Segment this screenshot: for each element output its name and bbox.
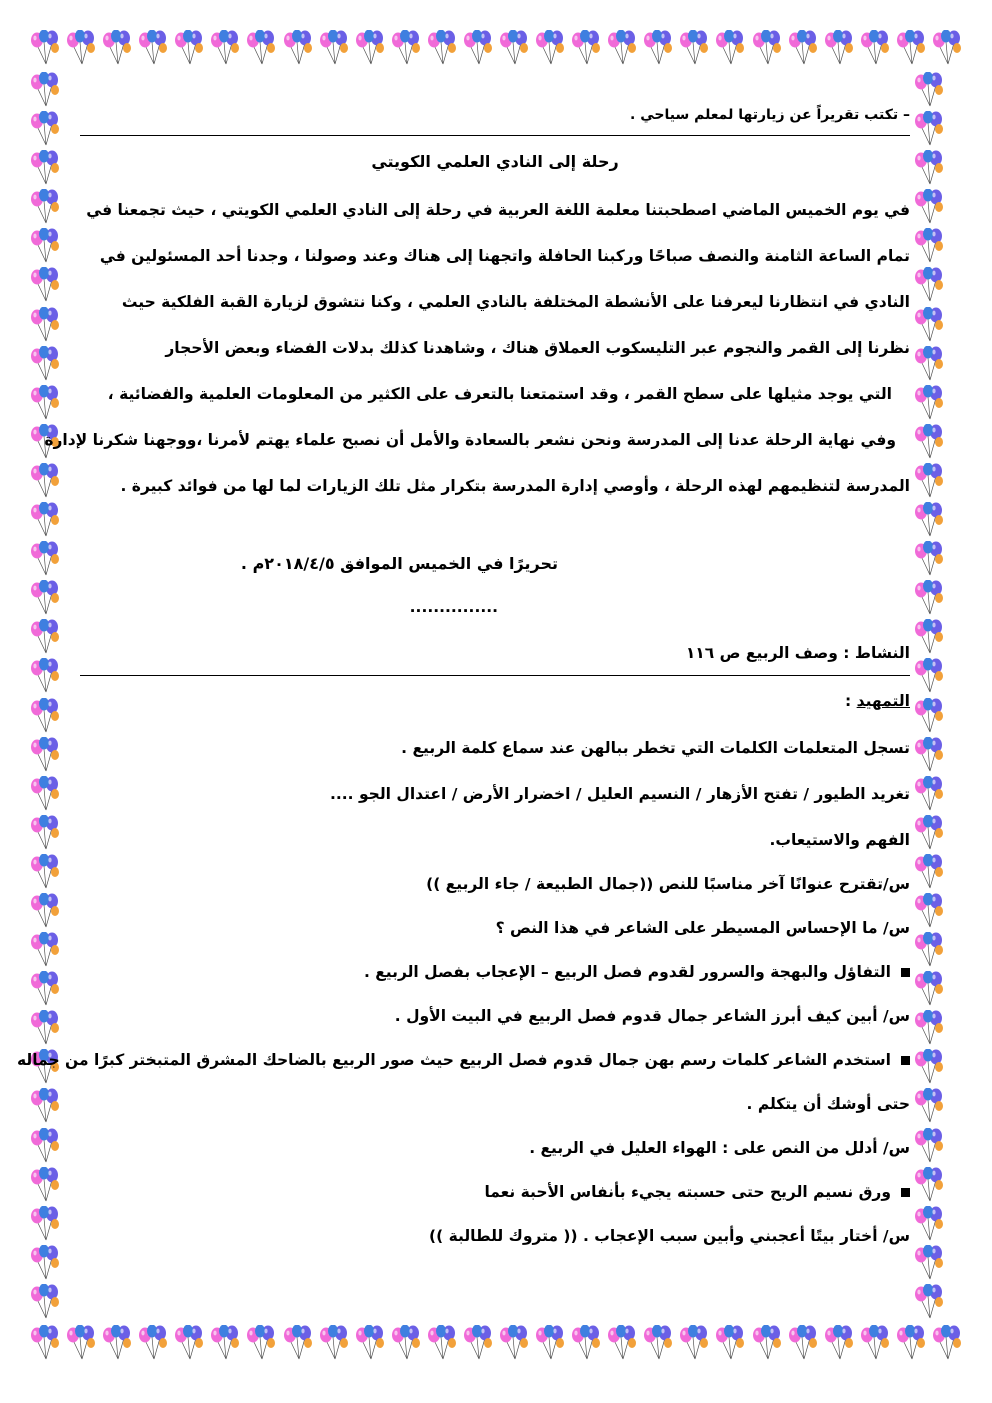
divider xyxy=(80,675,910,676)
balloon-icon xyxy=(64,1325,98,1363)
balloon-icon xyxy=(28,1284,62,1322)
balloon-icon xyxy=(244,30,278,68)
balloon-icon xyxy=(28,502,62,540)
intro-heading-text: التمهيد xyxy=(856,692,910,710)
balloon-icon xyxy=(389,1325,423,1363)
balloon-icon xyxy=(317,30,351,68)
balloon-icon xyxy=(28,737,62,775)
balloon-icon xyxy=(28,893,62,931)
balloon-icon xyxy=(912,1049,946,1087)
balloon-icon xyxy=(28,698,62,736)
balloon-icon xyxy=(912,1010,946,1048)
balloon-icon xyxy=(497,1325,531,1363)
balloon-icon xyxy=(28,346,62,384)
balloon-icon xyxy=(569,30,603,68)
balloon-icon xyxy=(28,385,62,423)
report-line: في يوم الخميس الماضي اصطحبتنا معلمة اللغة العربية في رحلة إلى النادي العلمي الكويتي ، حيث تجمعنا في xyxy=(86,201,910,219)
report-line: نظرنا إلى القمر والنجوم عبر التليسكوب العملاق هناك ، وشاهدنا كذلك بدلات الفضاء وبعض الأحجار xyxy=(165,339,910,357)
balloon-icon xyxy=(533,30,567,68)
balloon-icon xyxy=(317,1325,351,1363)
balloon-icon xyxy=(172,30,206,68)
report-line: وفي نهاية الرحلة عدنا إلى المدرسة ونحن نشعر بالسعادة والأمل أن نصبح علماء يهتم لأمرنا ،ووجهنا شكرنا لإدارة xyxy=(44,431,896,449)
balloon-icon xyxy=(28,1088,62,1126)
signature-dots: ............... xyxy=(409,598,498,616)
border-top xyxy=(28,30,964,72)
answer xyxy=(17,1048,910,1072)
balloon-icon xyxy=(912,189,946,227)
balloon-icon xyxy=(858,30,892,68)
balloon-icon xyxy=(100,1325,134,1363)
balloon-icon xyxy=(912,1245,946,1283)
balloon-icon xyxy=(28,619,62,657)
balloon-icon xyxy=(641,30,675,68)
report-line: النادي في انتظارنا ليعرفنا على الأنشطة المختلفة بالنادي العلمي ، وكنا نتشوق لزيارة القبة الفلكية حيث xyxy=(121,293,910,311)
balloon-icon xyxy=(28,1325,62,1363)
balloon-icon xyxy=(822,30,856,68)
balloon-icon xyxy=(28,111,62,149)
activity-title: النشاط : وصف الربيع ص ١١٦ xyxy=(685,644,910,662)
words-line: تغريد الطيور / تفتح الأزهار / النسيم العليل / اخضرار الأرض / اعتدال الجو .... xyxy=(330,785,910,803)
balloon-icon xyxy=(912,502,946,540)
question: س/ أبين كيف أبرز الشاعر جمال قدوم فصل الربيع في البيت الأول . xyxy=(394,1007,910,1025)
balloon-icon xyxy=(912,346,946,384)
balloon-icon xyxy=(912,150,946,188)
balloon-icon xyxy=(569,1325,603,1363)
balloon-icon xyxy=(912,1088,946,1126)
balloon-icon xyxy=(136,1325,170,1363)
balloon-icon xyxy=(912,541,946,579)
report-title: رحلة إلى النادي العلمي الكويتي xyxy=(371,152,619,171)
balloon-icon xyxy=(677,1325,711,1363)
balloon-icon xyxy=(28,150,62,188)
balloon-icon xyxy=(28,580,62,618)
balloon-icon xyxy=(641,1325,675,1363)
answer xyxy=(364,960,910,984)
balloon-icon xyxy=(28,1128,62,1166)
balloon-icon xyxy=(912,463,946,501)
intro-heading xyxy=(845,689,910,713)
balloon-icon xyxy=(28,815,62,853)
balloon-icon xyxy=(912,698,946,736)
balloon-icon xyxy=(912,1128,946,1166)
balloon-icon xyxy=(100,30,134,68)
balloon-icon xyxy=(912,267,946,305)
answer-continuation: حتى أوشك أن يتكلم . xyxy=(746,1095,910,1113)
divider xyxy=(80,135,910,136)
balloon-icon xyxy=(677,30,711,68)
balloon-icon xyxy=(912,228,946,266)
balloon-icon xyxy=(912,932,946,970)
balloon-icon xyxy=(533,1325,567,1363)
balloon-icon xyxy=(28,72,62,110)
balloon-icon xyxy=(28,1167,62,1205)
border-left xyxy=(28,72,70,1322)
balloon-icon xyxy=(912,971,946,1009)
report-line: المدرسة لتنظيمهم لهذه الرحلة ، وأوصي إدارة المدرسة بتكرار مثل تلك الزيارات لما لها من فوائد كبيرة . xyxy=(120,477,910,495)
balloon-icon xyxy=(912,776,946,814)
balloon-icon xyxy=(912,111,946,149)
answer-text: استخدم الشاعر كلمات رسم بهن جمال قدوم فصل الربيع حيث صور الربيع بالضاحك المشرق المتبختر كبرًا من جماله xyxy=(17,1051,891,1069)
balloon-icon xyxy=(894,1325,928,1363)
balloon-icon xyxy=(912,1206,946,1244)
balloon-icon xyxy=(894,30,928,68)
bullet-icon xyxy=(901,968,910,977)
balloon-icon xyxy=(497,30,531,68)
answer-text: ورق نسيم الريح حتى حسبته يجيء بأنفاس الأحبة نعما xyxy=(484,1183,891,1201)
balloon-icon xyxy=(786,30,820,68)
balloon-icon xyxy=(912,1284,946,1322)
answer-text: التفاؤل والبهجة والسرور لقدوم فصل الربيع – الإعجاب بفصل الربيع . xyxy=(363,963,891,981)
balloon-icon xyxy=(750,30,784,68)
balloon-icon xyxy=(912,307,946,345)
balloon-icon xyxy=(930,1325,964,1363)
balloon-icon xyxy=(912,619,946,657)
balloon-icon xyxy=(208,1325,242,1363)
balloon-icon xyxy=(912,854,946,892)
balloon-icon xyxy=(281,30,315,68)
intro-colon: : xyxy=(845,692,857,710)
report-line: التي يوجد مثيلها على سطح القمر ، وقد استمتعنا بالتعرف على الكثير من المعلومات العلمية والفضائية ، xyxy=(107,385,892,403)
balloon-icon xyxy=(912,737,946,775)
balloon-icon xyxy=(425,30,459,68)
question: س/ أدلل من النص على : الهواء العليل في الربيع . xyxy=(529,1139,910,1157)
balloon-icon xyxy=(822,1325,856,1363)
balloon-icon xyxy=(172,1325,206,1363)
balloon-icon xyxy=(389,30,423,68)
balloon-icon xyxy=(28,541,62,579)
balloon-icon xyxy=(353,30,387,68)
comprehension-heading: الفهم والاستيعاب. xyxy=(769,831,910,849)
balloon-icon xyxy=(912,658,946,696)
balloon-icon xyxy=(28,267,62,305)
border-right xyxy=(912,72,954,1322)
balloon-icon xyxy=(912,424,946,462)
question: س/تقترح عنوانًا آخر مناسبًا للنص ((جمال الطبيعة / جاء الربيع )) xyxy=(426,875,910,893)
balloon-icon xyxy=(750,1325,784,1363)
balloon-icon xyxy=(605,30,639,68)
question: س/ ما الإحساس المسيطر على الشاعر في هذا النص ؟ xyxy=(495,919,910,937)
balloon-icon xyxy=(28,307,62,345)
balloon-icon xyxy=(713,1325,747,1363)
balloon-icon xyxy=(28,658,62,696)
balloon-icon xyxy=(28,854,62,892)
balloon-icon xyxy=(912,893,946,931)
border-bottom xyxy=(28,1325,964,1367)
balloon-icon xyxy=(425,1325,459,1363)
balloon-icon xyxy=(28,30,62,68)
balloon-icon xyxy=(28,932,62,970)
balloon-icon xyxy=(28,228,62,266)
balloon-icon xyxy=(28,189,62,227)
answer xyxy=(484,1180,910,1204)
balloon-icon xyxy=(786,1325,820,1363)
report-line: تمام الساعة الثامنة والنصف صباحًا وركبنا الحافلة واتجهنا إلى هناك وعند وصولنا ، وجدنا أحد المسئولين في xyxy=(99,247,910,265)
intro-text: تسجل المتعلمات الكلمات التي تخطر ببالهن عند سماع كلمة الربيع . xyxy=(401,739,910,757)
balloon-icon xyxy=(28,1010,62,1048)
balloon-icon xyxy=(28,971,62,1009)
balloon-icon xyxy=(713,30,747,68)
balloon-icon xyxy=(858,1325,892,1363)
balloon-icon xyxy=(605,1325,639,1363)
balloon-icon xyxy=(912,1167,946,1205)
balloon-icon xyxy=(208,30,242,68)
balloon-icon xyxy=(244,1325,278,1363)
balloon-icon xyxy=(461,1325,495,1363)
task-line: – تكتب تقريراً عن زيارتها لمعلم سياحي . xyxy=(630,107,910,123)
balloon-icon xyxy=(28,1245,62,1283)
balloon-icon xyxy=(281,1325,315,1363)
balloon-icon xyxy=(28,776,62,814)
balloon-icon xyxy=(28,463,62,501)
balloon-icon xyxy=(912,815,946,853)
date-line: تحريرًا في الخميس الموافق ٢٠١٨/٤/٥م . xyxy=(240,554,558,573)
balloon-icon xyxy=(912,72,946,110)
balloon-icon xyxy=(912,580,946,618)
balloon-icon xyxy=(461,30,495,68)
balloon-icon xyxy=(353,1325,387,1363)
bullet-icon xyxy=(901,1188,910,1197)
question: س/ أختار بيتًا أعجبني وأبين سبب الإعجاب . (( متروك للطالبة )) xyxy=(429,1227,910,1245)
balloon-icon xyxy=(912,385,946,423)
balloon-icon xyxy=(28,1206,62,1244)
bullet-icon xyxy=(901,1056,910,1065)
balloon-icon xyxy=(136,30,170,68)
balloon-icon xyxy=(930,30,964,68)
balloon-icon xyxy=(64,30,98,68)
